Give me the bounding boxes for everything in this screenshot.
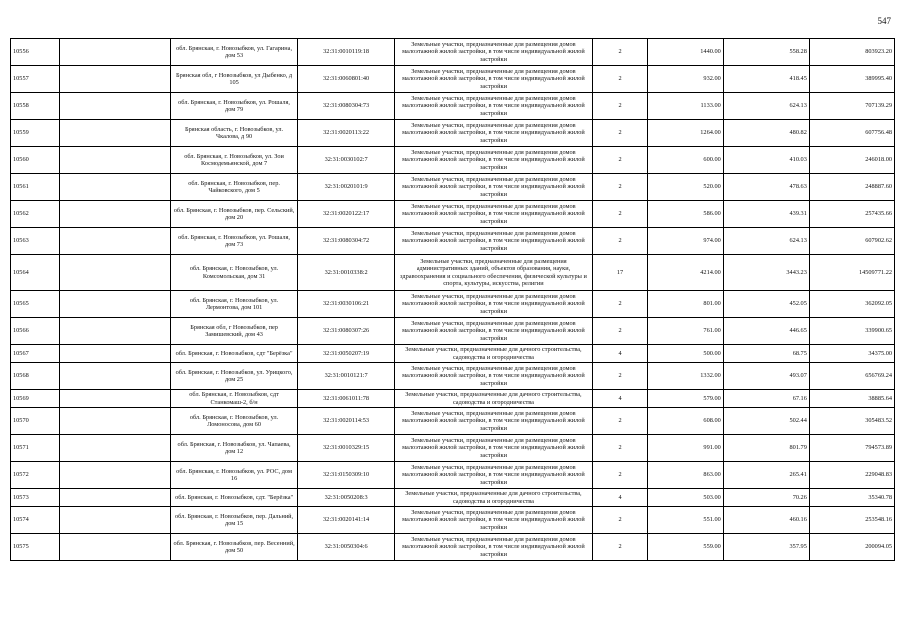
empty-cell: [59, 390, 170, 408]
area-cell: 520.00: [648, 174, 724, 201]
table-row: [11, 147, 895, 174]
table-row: [11, 255, 895, 291]
area-cell: 991.00: [648, 435, 724, 462]
empty-cell: [59, 507, 170, 534]
unit-value-cell: 493.07: [723, 363, 809, 390]
cadastral-value-cell: 14509771.22: [809, 255, 894, 291]
unit-value-cell: 70.26: [723, 489, 809, 507]
table-row: [11, 174, 895, 201]
address-cell: обл. Брянская, г. Новозыбков, пер. Чайковского, дом 5: [170, 174, 298, 201]
address-cell: обл. Брянская, г. Новозыбков, ул. Лермонтова, дом 101: [170, 291, 298, 318]
cadastral-value-cell: 229048.83: [809, 462, 894, 489]
unit-value-cell: 801.79: [723, 435, 809, 462]
unit-value-cell: 452.05: [723, 291, 809, 318]
land-use-cell: Земельные участки, предназначенные для размещения домов малоэтажной жилой застройки, в том числе индивидуальной жилой застройки: [394, 462, 592, 489]
record-id-cell: 10567: [11, 345, 60, 363]
address-cell: обл. Брянская, г. Новозыбков, ул. Чапаева, дом 12: [170, 435, 298, 462]
area-cell: 932.00: [648, 66, 724, 93]
record-id-cell: 10565: [11, 291, 60, 318]
page-number: 547: [877, 16, 891, 26]
land-use-cell: Земельные участки, предназначенные для размещения домов малоэтажной жилой застройки, в том числе индивидуальной жилой застройки: [394, 363, 592, 390]
cadastral-value-cell: 35340.78: [809, 489, 894, 507]
land-use-cell: Земельные участки, предназначенные для дачного строительства, садоводства и огородничества: [394, 489, 592, 507]
unit-value-cell: 3443.23: [723, 255, 809, 291]
cadastral-value-cell: 362092.05: [809, 291, 894, 318]
empty-cell: [59, 147, 170, 174]
record-id-cell: 10574: [11, 507, 60, 534]
cadastral-number-cell: 32:31:0010338:2: [298, 255, 394, 291]
area-cell: 559.00: [648, 534, 724, 561]
use-code-cell: 2: [593, 147, 648, 174]
address-cell: обл. Брянская, г. Новозыбков, ул. РОС, дом 16: [170, 462, 298, 489]
use-code-cell: 2: [593, 507, 648, 534]
address-cell: Брянская обл, г Новозыбков, ул Дыбенко, д 105: [170, 66, 298, 93]
cadastral-value-cell: 607756.48: [809, 120, 894, 147]
table-row: [11, 201, 895, 228]
address-cell: обл. Брянская, г. Новозыбков, ул. Урицкого, дом 25: [170, 363, 298, 390]
empty-cell: [59, 291, 170, 318]
empty-cell: [59, 228, 170, 255]
record-id-cell: 10564: [11, 255, 60, 291]
empty-cell: [59, 93, 170, 120]
cadastral-number-cell: 32:31:0020122:17: [298, 201, 394, 228]
land-use-cell: Земельные участки, предназначенные для размещения административных зданий, объектов образования, науки, здравоохранения и социального обеспечения, физической культуры и спорта, культуры, искусства, религии: [394, 255, 592, 291]
cadastral-value-cell: 253548.16: [809, 507, 894, 534]
table-row: [11, 39, 895, 66]
table-row: [11, 228, 895, 255]
area-cell: 608.00: [648, 408, 724, 435]
use-code-cell: 2: [593, 174, 648, 201]
land-use-cell: Земельные участки, предназначенные для размещения домов малоэтажной жилой застройки, в том числе индивидуальной жилой застройки: [394, 291, 592, 318]
table-row: [11, 363, 895, 390]
table-row: [11, 318, 895, 345]
land-use-cell: Земельные участки, предназначенные для размещения домов малоэтажной жилой застройки, в том числе индивидуальной жилой застройки: [394, 147, 592, 174]
unit-value-cell: 446.65: [723, 318, 809, 345]
table-row: [11, 291, 895, 318]
record-id-cell: 10561: [11, 174, 60, 201]
land-use-cell: Земельные участки, предназначенные для размещения домов малоэтажной жилой застройки, в том числе индивидуальной жилой застройки: [394, 507, 592, 534]
land-registry-table: [10, 38, 895, 561]
cadastral-number-cell: 32:31:0010121:7: [298, 363, 394, 390]
empty-cell: [59, 255, 170, 291]
area-cell: 761.00: [648, 318, 724, 345]
land-use-cell: Земельные участки, предназначенные для размещения домов малоэтажной жилой застройки, в том числе индивидуальной жилой застройки: [394, 93, 592, 120]
empty-cell: [59, 120, 170, 147]
table-row: [11, 489, 895, 507]
area-cell: 974.00: [648, 228, 724, 255]
land-use-cell: Земельные участки, предназначенные для размещения домов малоэтажной жилой застройки, в том числе индивидуальной жилой застройки: [394, 408, 592, 435]
cadastral-value-cell: 339900.65: [809, 318, 894, 345]
record-id-cell: 10559: [11, 120, 60, 147]
cadastral-number-cell: 32:31:0030106:21: [298, 291, 394, 318]
use-code-cell: 4: [593, 489, 648, 507]
address-cell: обл. Брянская, г. Новозыбков, ул. Ломоносова, дом 60: [170, 408, 298, 435]
area-cell: 600.00: [648, 147, 724, 174]
empty-cell: [59, 174, 170, 201]
address-cell: Брянская обл, г Новозыбков, пер Замишевский, дом 43: [170, 318, 298, 345]
record-id-cell: 10560: [11, 147, 60, 174]
address-cell: обл. Брянская, г. Новозыбков, сдт Станкомаш-2, б/н: [170, 390, 298, 408]
use-code-cell: 2: [593, 435, 648, 462]
unit-value-cell: 460.16: [723, 507, 809, 534]
record-id-cell: 10558: [11, 93, 60, 120]
record-id-cell: 10572: [11, 462, 60, 489]
table-row: [11, 534, 895, 561]
cadastral-number-cell: 32:31:0030102:7: [298, 147, 394, 174]
land-use-cell: Земельные участки, предназначенные для размещения домов малоэтажной жилой застройки, в том числе индивидуальной жилой застройки: [394, 174, 592, 201]
record-id-cell: 10568: [11, 363, 60, 390]
use-code-cell: 2: [593, 318, 648, 345]
area-cell: 503.00: [648, 489, 724, 507]
cadastral-value-cell: 305483.52: [809, 408, 894, 435]
area-cell: 551.00: [648, 507, 724, 534]
table-body: [11, 39, 895, 561]
table-row: [11, 93, 895, 120]
address-cell: обл. Брянская, г. Новозыбков, пер. Сельский, дом 20: [170, 201, 298, 228]
land-use-cell: Земельные участки, предназначенные для размещения домов малоэтажной жилой застройки, в том числе индивидуальной жилой застройки: [394, 318, 592, 345]
empty-cell: [59, 318, 170, 345]
land-use-cell: Земельные участки, предназначенные для дачного строительства, садоводства и огородничества: [394, 390, 592, 408]
unit-value-cell: 67.16: [723, 390, 809, 408]
table-row: [11, 390, 895, 408]
table-row: [11, 120, 895, 147]
cadastral-number-cell: 32:31:0020113:22: [298, 120, 394, 147]
cadastral-number-cell: 32:31:0050208:3: [298, 489, 394, 507]
use-code-cell: 4: [593, 345, 648, 363]
cadastral-number-cell: 32:31:0020141:14: [298, 507, 394, 534]
area-cell: 863.00: [648, 462, 724, 489]
cadastral-value-cell: 248887.60: [809, 174, 894, 201]
empty-cell: [59, 66, 170, 93]
area-cell: 4214.00: [648, 255, 724, 291]
cadastral-number-cell: 32:31:0080304:73: [298, 93, 394, 120]
cadastral-value-cell: 200094.05: [809, 534, 894, 561]
land-use-cell: Земельные участки, предназначенные для размещения домов малоэтажной жилой застройки, в том числе индивидуальной жилой застройки: [394, 39, 592, 66]
use-code-cell: 2: [593, 66, 648, 93]
use-code-cell: 2: [593, 291, 648, 318]
land-use-cell: Земельные участки, предназначенные для размещения домов малоэтажной жилой застройки, в том числе индивидуальной жилой застройки: [394, 120, 592, 147]
address-cell: обл. Брянская, г. Новозыбков, сдт "Берёзка": [170, 345, 298, 363]
land-use-cell: Земельные участки, предназначенные для размещения домов малоэтажной жилой застройки, в том числе индивидуальной жилой застройки: [394, 534, 592, 561]
unit-value-cell: 624.13: [723, 228, 809, 255]
address-cell: обл. Брянская, г. Новозыбков, пер. Дальний, дом 15: [170, 507, 298, 534]
cadastral-value-cell: 794573.89: [809, 435, 894, 462]
empty-cell: [59, 408, 170, 435]
area-cell: 1332.00: [648, 363, 724, 390]
use-code-cell: 2: [593, 408, 648, 435]
land-use-cell: Земельные участки, предназначенные для размещения домов малоэтажной жилой застройки, в том числе индивидуальной жилой застройки: [394, 435, 592, 462]
record-id-cell: 10573: [11, 489, 60, 507]
address-cell: обл. Брянская, г. Новозыбков, ул. Рошаля, дом 79: [170, 93, 298, 120]
table-row: [11, 435, 895, 462]
use-code-cell: 2: [593, 363, 648, 390]
cadastral-number-cell: 32:31:0010329:15: [298, 435, 394, 462]
cadastral-number-cell: 32:31:0080307:26: [298, 318, 394, 345]
cadastral-number-cell: 32:31:0080304:72: [298, 228, 394, 255]
table-row: [11, 408, 895, 435]
address-cell: обл. Брянская, г. Новозыбков, ул. Гагарина, дом 53: [170, 39, 298, 66]
table-row: [11, 462, 895, 489]
area-cell: 586.00: [648, 201, 724, 228]
use-code-cell: 2: [593, 93, 648, 120]
unit-value-cell: 624.13: [723, 93, 809, 120]
cadastral-value-cell: 34375.00: [809, 345, 894, 363]
record-id-cell: 10569: [11, 390, 60, 408]
table-row: [11, 66, 895, 93]
record-id-cell: 10557: [11, 66, 60, 93]
unit-value-cell: 480.82: [723, 120, 809, 147]
unit-value-cell: 478.63: [723, 174, 809, 201]
cadastral-number-cell: 32:31:0050304:6: [298, 534, 394, 561]
unit-value-cell: 558.28: [723, 39, 809, 66]
address-cell: обл. Брянская, г. Новозыбков, ул. Комсомольская, дом 31: [170, 255, 298, 291]
record-id-cell: 10563: [11, 228, 60, 255]
land-use-cell: Земельные участки, предназначенные для размещения домов малоэтажной жилой застройки, в том числе индивидуальной жилой застройки: [394, 66, 592, 93]
cadastral-number-cell: 32:31:0050207:19: [298, 345, 394, 363]
area-cell: 1133.00: [648, 93, 724, 120]
empty-cell: [59, 435, 170, 462]
record-id-cell: 10562: [11, 201, 60, 228]
empty-cell: [59, 201, 170, 228]
unit-value-cell: 439.31: [723, 201, 809, 228]
use-code-cell: 2: [593, 534, 648, 561]
area-cell: 579.00: [648, 390, 724, 408]
area-cell: 801.00: [648, 291, 724, 318]
address-cell: обл. Брянская, г. Новозыбков, ул. Зои Космодемьянской, дом 7: [170, 147, 298, 174]
land-use-cell: Земельные участки, предназначенные для размещения домов малоэтажной жилой застройки, в том числе индивидуальной жилой застройки: [394, 228, 592, 255]
table-row: [11, 345, 895, 363]
cadastral-value-cell: 803923.20: [809, 39, 894, 66]
cadastral-number-cell: 32:31:0020114:53: [298, 408, 394, 435]
cadastral-value-cell: 656769.24: [809, 363, 894, 390]
cadastral-value-cell: 246018.00: [809, 147, 894, 174]
unit-value-cell: 357.95: [723, 534, 809, 561]
area-cell: 1264.00: [648, 120, 724, 147]
address-cell: Брянская область, г. Новозыбков, ул. Чкалова, д 90: [170, 120, 298, 147]
area-cell: 500.00: [648, 345, 724, 363]
cadastral-number-cell: 32:31:0060801:40: [298, 66, 394, 93]
unit-value-cell: 502.44: [723, 408, 809, 435]
area-cell: 1440.00: [648, 39, 724, 66]
address-cell: обл. Брянская, г. Новозыбков, пер. Весенний, дом 50: [170, 534, 298, 561]
land-use-cell: Земельные участки, предназначенные для дачного строительства, садоводства и огородничества: [394, 345, 592, 363]
empty-cell: [59, 534, 170, 561]
table-row: [11, 507, 895, 534]
cadastral-number-cell: 32:31:0061011:78: [298, 390, 394, 408]
cadastral-value-cell: 257435.66: [809, 201, 894, 228]
cadastral-value-cell: 607902.62: [809, 228, 894, 255]
empty-cell: [59, 489, 170, 507]
empty-cell: [59, 39, 170, 66]
record-id-cell: 10575: [11, 534, 60, 561]
record-id-cell: 10570: [11, 408, 60, 435]
unit-value-cell: 410.03: [723, 147, 809, 174]
use-code-cell: 2: [593, 120, 648, 147]
cadastral-number-cell: 32:31:0150309:10: [298, 462, 394, 489]
record-id-cell: 10571: [11, 435, 60, 462]
cadastral-value-cell: 389995.40: [809, 66, 894, 93]
record-id-cell: 10566: [11, 318, 60, 345]
empty-cell: [59, 345, 170, 363]
record-id-cell: 10556: [11, 39, 60, 66]
use-code-cell: 2: [593, 39, 648, 66]
use-code-cell: 17: [593, 255, 648, 291]
empty-cell: [59, 462, 170, 489]
use-code-cell: 4: [593, 390, 648, 408]
unit-value-cell: 68.75: [723, 345, 809, 363]
address-cell: обл. Брянская, г. Новозыбков, ул. Рошаля, дом 73: [170, 228, 298, 255]
address-cell: обл. Брянская, г. Новозыбков, сдт. "Берёзка": [170, 489, 298, 507]
use-code-cell: 2: [593, 201, 648, 228]
land-use-cell: Земельные участки, предназначенные для размещения домов малоэтажной жилой застройки, в том числе индивидуальной жилой застройки: [394, 201, 592, 228]
cadastral-value-cell: 707139.29: [809, 93, 894, 120]
cadastral-value-cell: 38885.64: [809, 390, 894, 408]
unit-value-cell: 418.45: [723, 66, 809, 93]
cadastral-number-cell: 32:31:0010119:18: [298, 39, 394, 66]
cadastral-number-cell: 32:31:0020101:9: [298, 174, 394, 201]
unit-value-cell: 265.41: [723, 462, 809, 489]
empty-cell: [59, 363, 170, 390]
use-code-cell: 2: [593, 462, 648, 489]
use-code-cell: 2: [593, 228, 648, 255]
